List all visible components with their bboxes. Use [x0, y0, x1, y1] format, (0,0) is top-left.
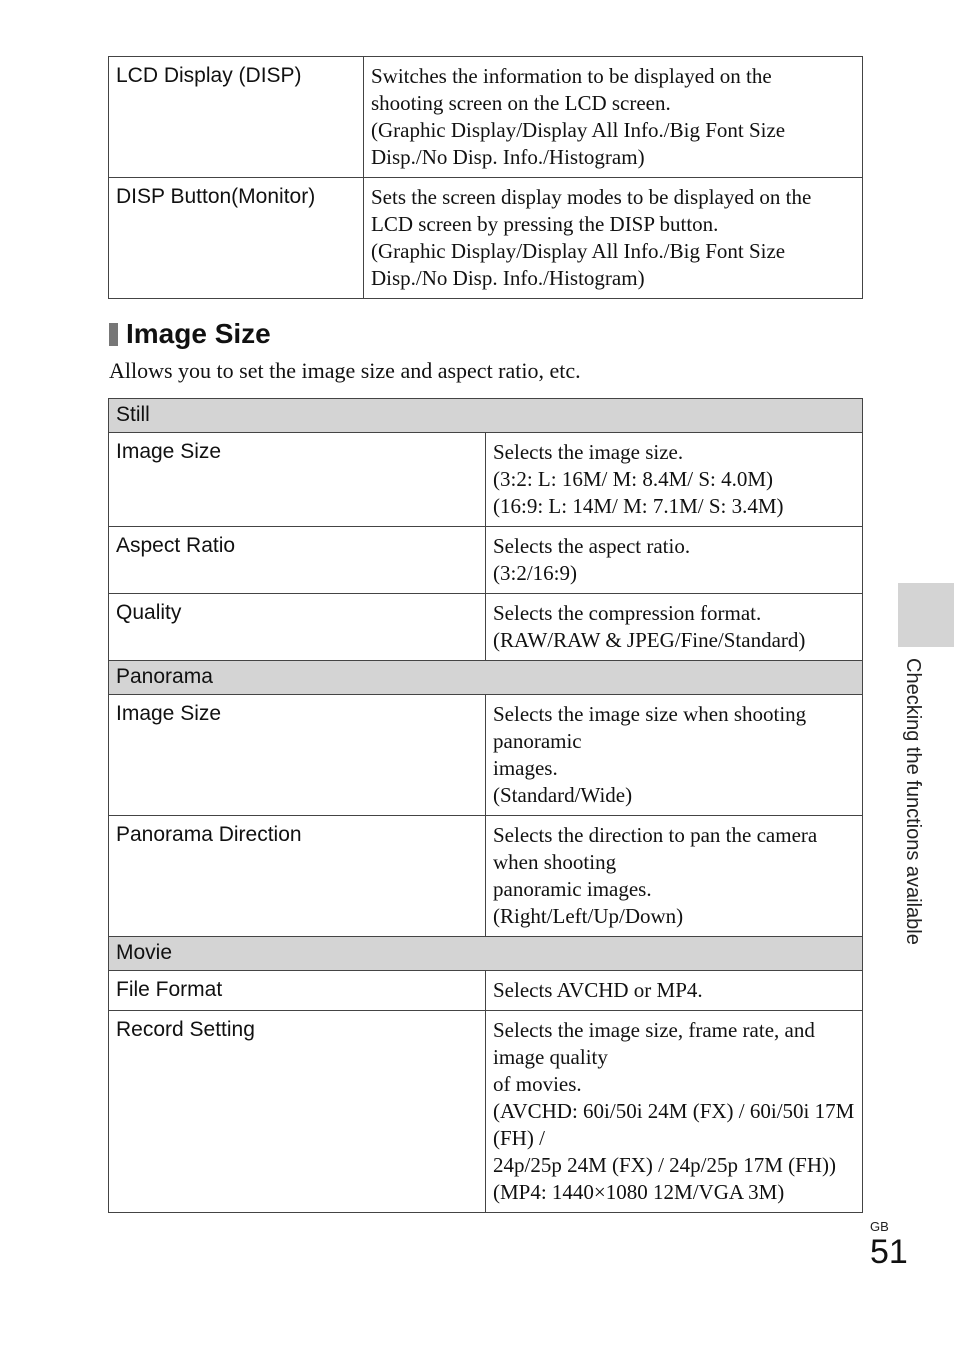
setting-name: LCD Display (DISP)	[109, 57, 364, 178]
table-row	[109, 433, 863, 527]
setting-name: Record Setting	[109, 1011, 486, 1213]
table-section-header	[109, 661, 863, 695]
table-row	[109, 971, 863, 1011]
table-row	[109, 527, 863, 594]
table-row	[109, 57, 863, 178]
table-row	[109, 1011, 863, 1213]
setting-description: Selects the image size when shooting panoramic images. (Standard/Wide)	[486, 695, 863, 816]
image-size-table	[108, 398, 863, 1213]
setting-name: Image Size	[109, 695, 486, 816]
chapter-tab	[898, 583, 954, 647]
table-section-header	[109, 937, 863, 971]
setting-description: Selects AVCHD or MP4.	[486, 971, 863, 1011]
setting-name: File Format	[109, 971, 486, 1011]
section-header-still: Still	[109, 399, 863, 433]
setting-name: Image Size	[109, 433, 486, 527]
section-intro: Allows you to set the image size and aspect ratio, etc.	[109, 358, 581, 383]
table-section-header	[109, 399, 863, 433]
setting-name: Panorama Direction	[109, 816, 486, 937]
setting-description: Selects the compression format. (RAW/RAW & JPEG/Fine/Standard)	[486, 594, 863, 661]
setting-description: Switches the information to be displayed on the shooting screen on the LCD screen. (Graphic Display/Display All Info./Big Font Size Disp./No Disp. Info./Histogram)	[364, 57, 863, 178]
chapter-side-label: Checking the functions available	[902, 658, 924, 945]
section-header-panorama: Panorama	[109, 661, 863, 695]
setting-description: Sets the screen display modes to be displayed on the LCD screen by pressing the DISP button. (Graphic Display/Display All Info./Big Font Size Disp./No Disp. Info./Histogram)	[364, 178, 863, 299]
setting-description: Selects the image size, frame rate, and image quality of movies. (AVCHD: 60i/50i 24M (FX) / 60i/50i 17M (FH) / 24p/25p 24M (FX) / 24p/25p 17M (FH)) (MP4: 1440×1080 12M/VGA 3M)	[486, 1011, 863, 1213]
page-region-code: GB	[870, 1219, 889, 1234]
setting-description: Selects the aspect ratio. (3:2/16:9)	[486, 527, 863, 594]
setting-description: Selects the direction to pan the camera when shooting panoramic images. (Right/Left/Up/Down)	[486, 816, 863, 937]
setting-name: Quality	[109, 594, 486, 661]
table-row	[109, 816, 863, 937]
section-title: Image Size	[126, 318, 271, 349]
setting-name: DISP Button(Monitor)	[109, 178, 364, 299]
heading-marker-icon	[109, 323, 118, 346]
table-row	[109, 594, 863, 661]
section-heading	[109, 316, 271, 352]
table-row	[109, 695, 863, 816]
setting-description: Selects the image size. (3:2: L: 16M/ M: 8.4M/ S: 4.0M) (16:9: L: 14M/ M: 7.1M/ S: 3.4M)	[486, 433, 863, 527]
setting-name: Aspect Ratio	[109, 527, 486, 594]
section-header-movie: Movie	[109, 937, 863, 971]
page-number: 51	[870, 1233, 908, 1271]
top-settings-table	[108, 56, 863, 299]
table-row	[109, 178, 863, 299]
